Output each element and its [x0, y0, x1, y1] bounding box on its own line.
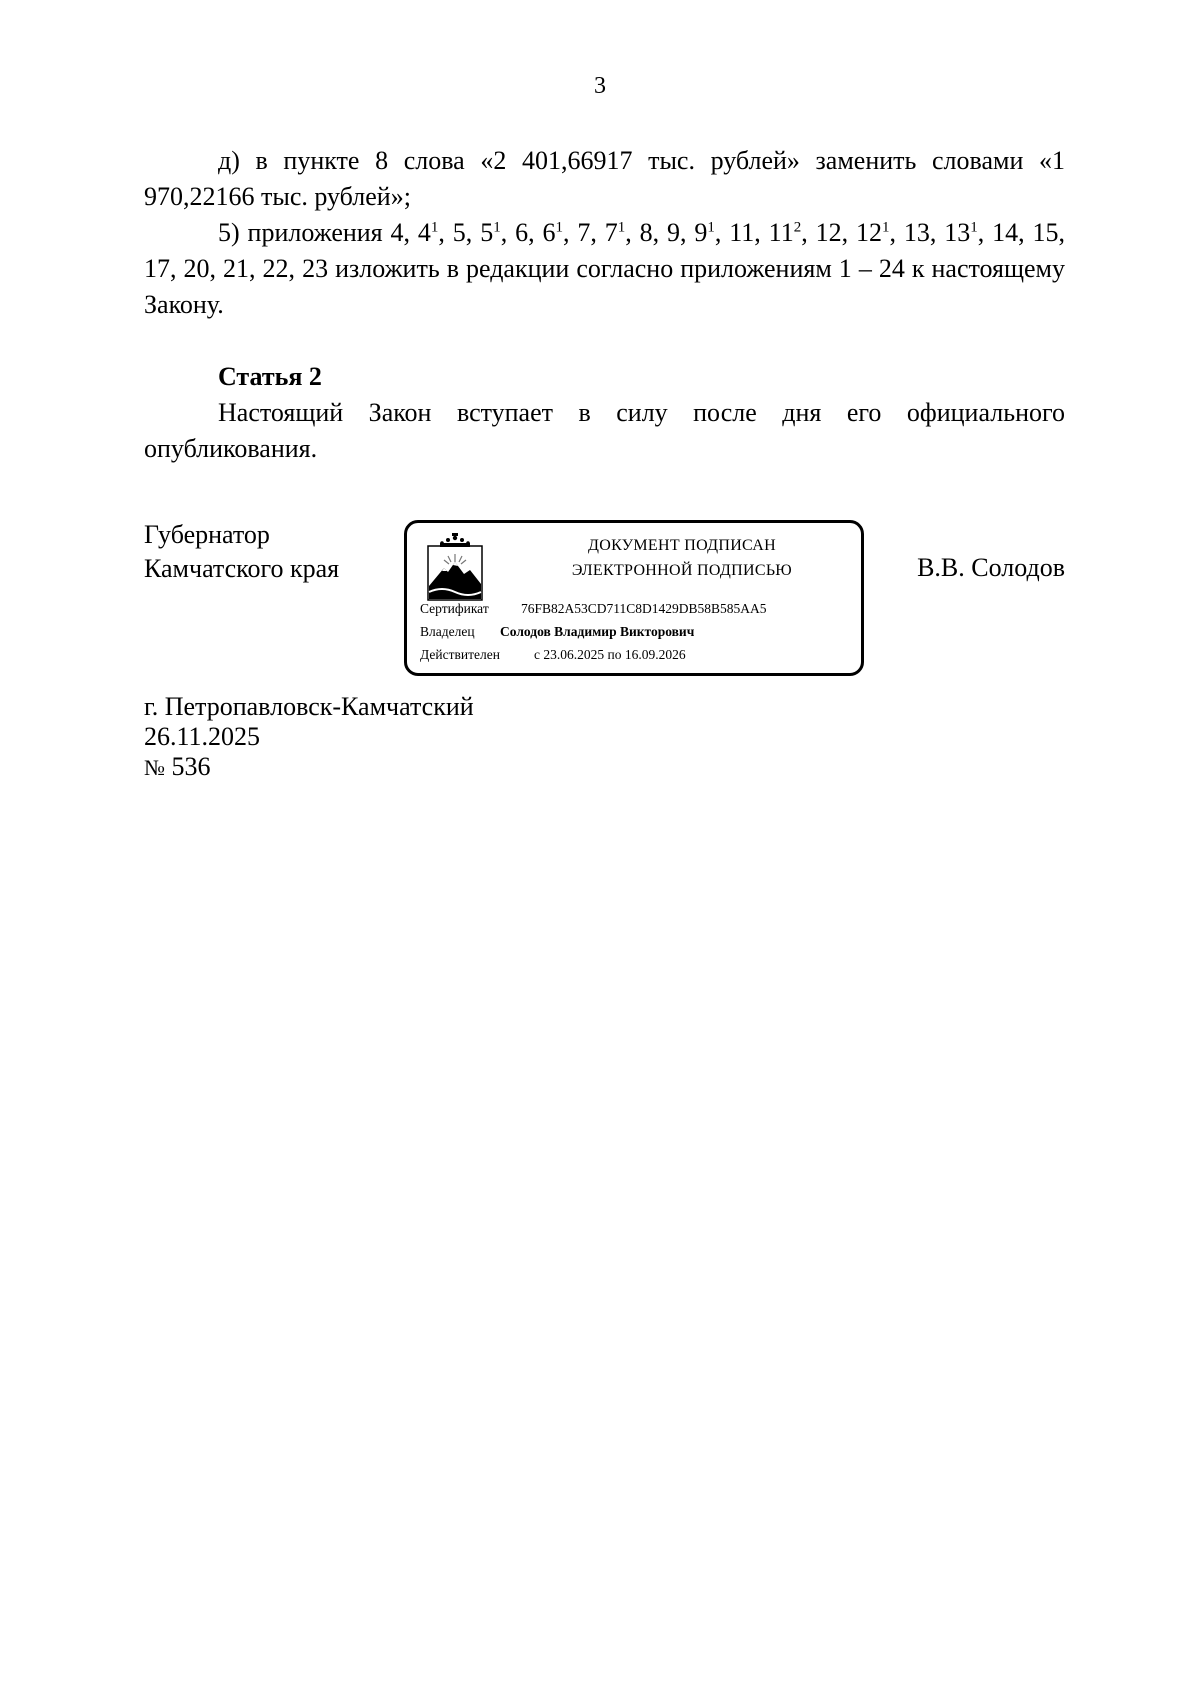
- document-footer: [144, 692, 474, 783]
- owner-value: Солодов Владимир Викторович: [500, 624, 695, 639]
- article-heading: Статья 2: [218, 362, 322, 391]
- page-number: 3: [594, 73, 606, 99]
- text-run: , 13, 13: [889, 218, 971, 247]
- article-text: Настоящий Закон вступает в силу после дня его официального опубликования.: [144, 398, 1065, 463]
- superscript: 2: [793, 219, 802, 236]
- valid-value: с 23.06.2025 по 16.09.2026: [534, 647, 686, 662]
- stamp-owner-row: [420, 623, 694, 641]
- number-sign: №: [144, 755, 165, 780]
- stamp-title-line: ЭЛЕКТРОННОЙ ПОДПИСЬЮ: [571, 562, 793, 579]
- valid-label: Действителен: [420, 647, 500, 662]
- superscript: 1: [493, 219, 501, 236]
- position-line: Губернатор: [144, 520, 270, 549]
- owner-label: Владелец: [420, 624, 475, 639]
- text-run: 5) приложения 4, 4: [218, 218, 431, 247]
- paragraph-amendment-5: [144, 215, 1065, 323]
- superscript: 1: [881, 219, 890, 236]
- city: г. Петропавловск-Камчатский: [144, 692, 474, 721]
- text-run: , 14, 15, 17, 20, 21, 22, 23 изложить в редакции согласно приложениям 1 – 24 к настоящему Закону.: [144, 218, 1066, 319]
- signatory-name: В.В. Солодов: [917, 553, 1065, 582]
- text-run: , 7, 7: [562, 218, 618, 247]
- stamp-validity-row: [420, 646, 686, 664]
- superscript: 1: [970, 219, 978, 236]
- signatory-position: [144, 518, 339, 586]
- document-number: [144, 752, 474, 783]
- paragraph-amendment-d: д) в пункте 8 слова «2 401,66917 тыс. рублей» заменить словами «1 970,22166 тыс. рублей»;: [144, 146, 1065, 211]
- number-value: 536: [171, 752, 211, 781]
- text-run: , 8, 9, 9: [625, 218, 708, 247]
- electronic-signature-stamp: [404, 520, 864, 676]
- text-run: , 5, 5: [438, 218, 494, 247]
- stamp-title: [517, 533, 847, 583]
- text-run: , 11, 11: [714, 218, 794, 247]
- stamp-certificate-row: [420, 600, 767, 618]
- text-run: , 6, 6: [500, 218, 556, 247]
- date: 26.11.2025: [144, 722, 261, 751]
- stamp-title-line: ДОКУМЕНТ ПОДПИСАН: [588, 537, 776, 554]
- kamchatka-emblem-icon: [424, 532, 490, 604]
- position-line: Камчатского края: [144, 554, 340, 583]
- text-run: , 12, 12: [801, 218, 882, 247]
- superscript: 1: [707, 219, 715, 236]
- superscript: 1: [555, 219, 563, 236]
- certificate-label: Сертификат: [420, 601, 489, 616]
- certificate-value: 76FB82A53CD711C8D1429DB58B585AA5: [521, 601, 767, 616]
- document-body: [144, 143, 1065, 467]
- superscript: 1: [617, 219, 626, 236]
- superscript: 1: [430, 219, 439, 236]
